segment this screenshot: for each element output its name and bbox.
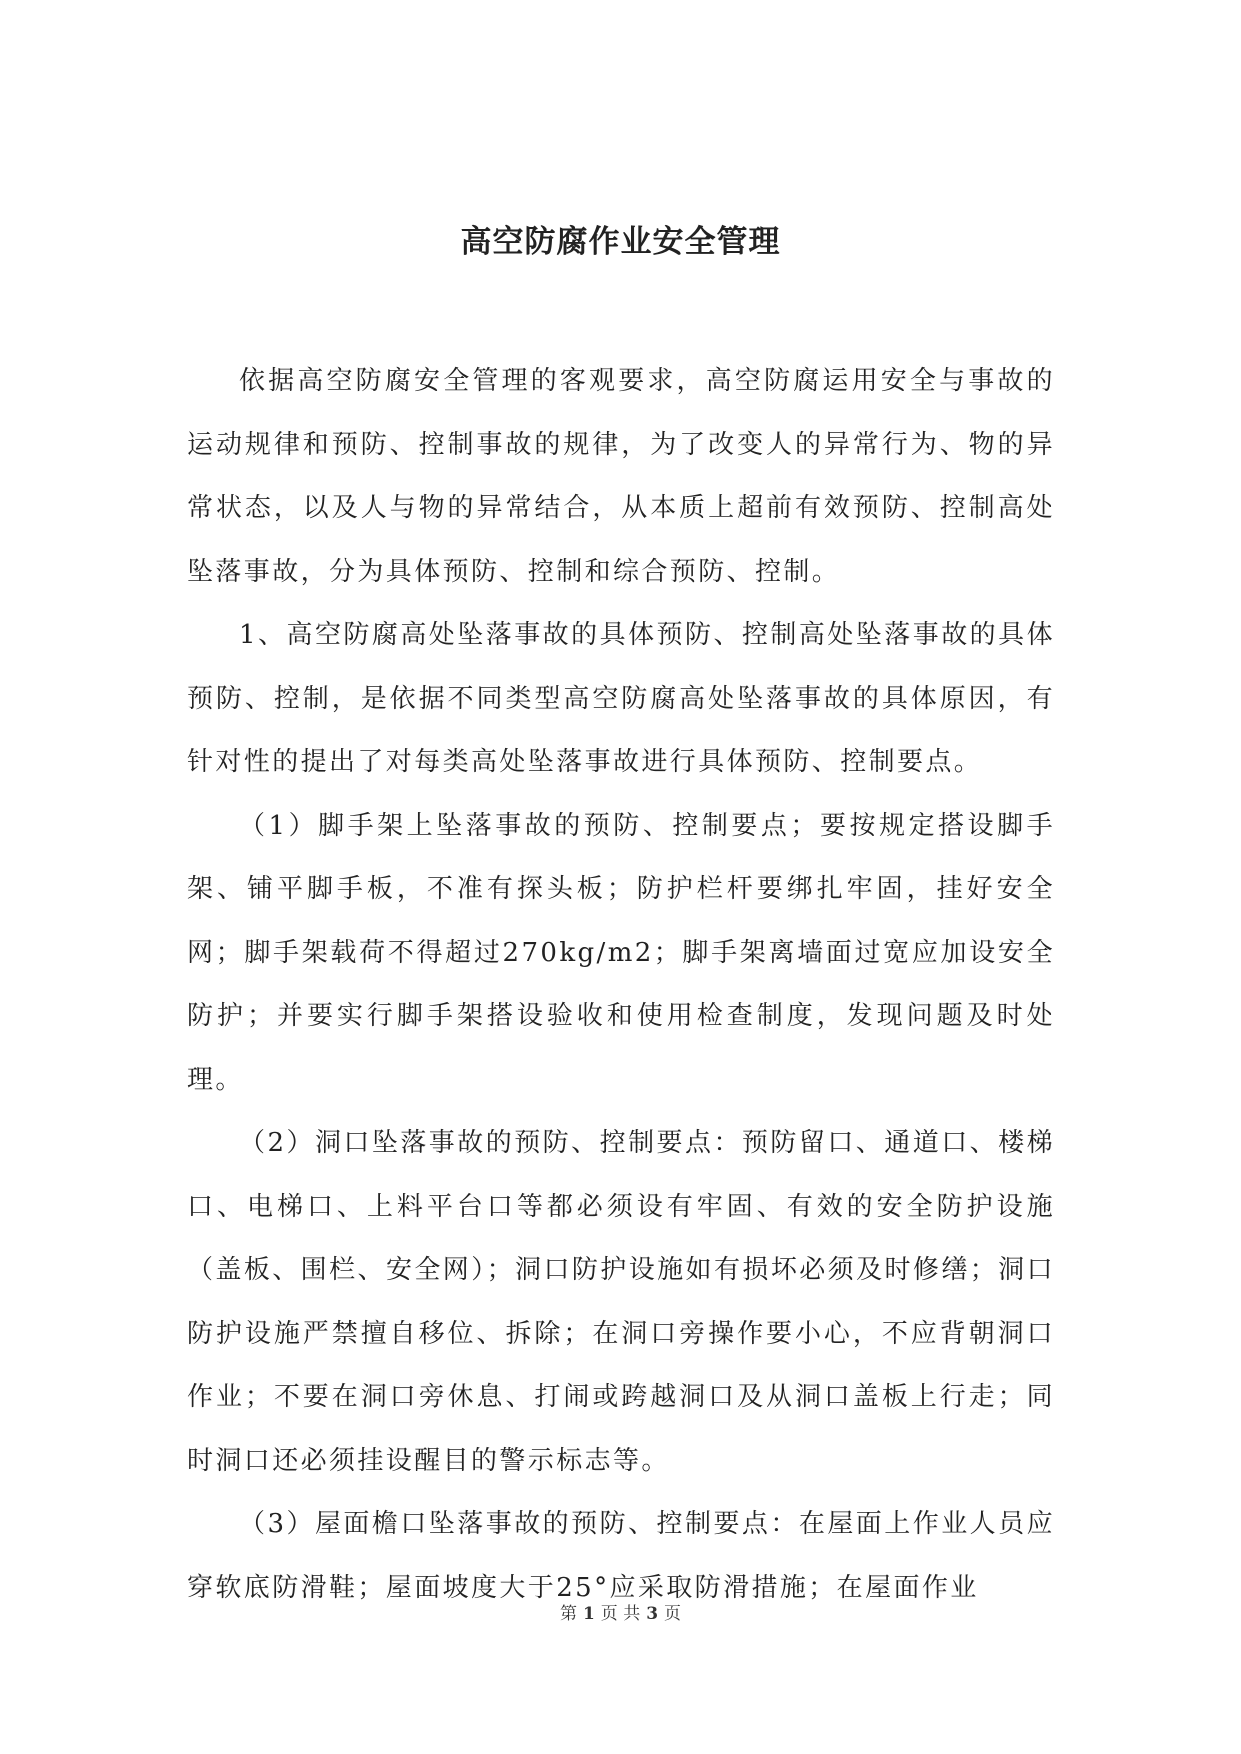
footer-page-number: 1 <box>582 1604 595 1624</box>
paragraph-item-1: （1）脚手架上坠落事故的预防、控制要点；要按规定搭设脚手架、铺平脚手板，不准有探头板；防护栏杆要绑扎牢固，挂好安全网；脚手架载荷不得超过270kg/m2；脚手架离墙面过宽应加设安全防护；并要实行脚手架搭设验收和使用检查制度，发现问题及时处理。 <box>187 810 1055 1095</box>
footer-suffix: 页 <box>664 1604 682 1624</box>
page-footer <box>0 1602 1241 1626</box>
footer-prefix: 第 <box>559 1604 577 1624</box>
paragraph-item-2: （2）洞口坠落事故的预防、控制要点：预防留口、通道口、楼梯口、电梯口、上料平台口等都必须设有牢固、有效的安全防护设施（盖板、围栏、安全网）；洞口防护设施如有损坏必须及时修缮；洞口防护设施严禁擅自移位、拆除；在洞口旁操作要小心，不应背朝洞口作业；不要在洞口旁休息、打闹或跨越洞口及从洞口盖板上行走；同时洞口还必须挂设醒目的警示标志等。 <box>187 1128 1055 1476</box>
footer-middle: 页 共 <box>600 1604 641 1624</box>
paragraph-intro: 依据高空防腐安全管理的客观要求，高空防腐运用安全与事故的运动规律和预防、控制事故的规律，为了改变人的异常行为、物的异常状态，以及人与物的异常结合，从本质上超前有效预防、控制高处坠落事故，分为具体预防、控制和综合预防、控制。 <box>187 366 1055 587</box>
paragraph-item-3: （3）屋面檐口坠落事故的预防、控制要点：在屋面上作业人员应穿软底防滑鞋；屋面坡度大于25°应采取防滑措施；在屋面作业 <box>187 1509 1055 1603</box>
paragraph-section-1: 1、高空防腐高处坠落事故的具体预防、控制高处坠落事故的具体预防、控制，是依据不同类型高空防腐高处坠落事故的具体原因，有针对性的提出了对每类高处坠落事故进行具体预防、控制要点。 <box>187 620 1055 777</box>
footer-total-pages: 3 <box>646 1604 659 1624</box>
document-title: 高空防腐作业安全管理 <box>460 224 781 260</box>
document-body <box>187 350 1055 1620</box>
